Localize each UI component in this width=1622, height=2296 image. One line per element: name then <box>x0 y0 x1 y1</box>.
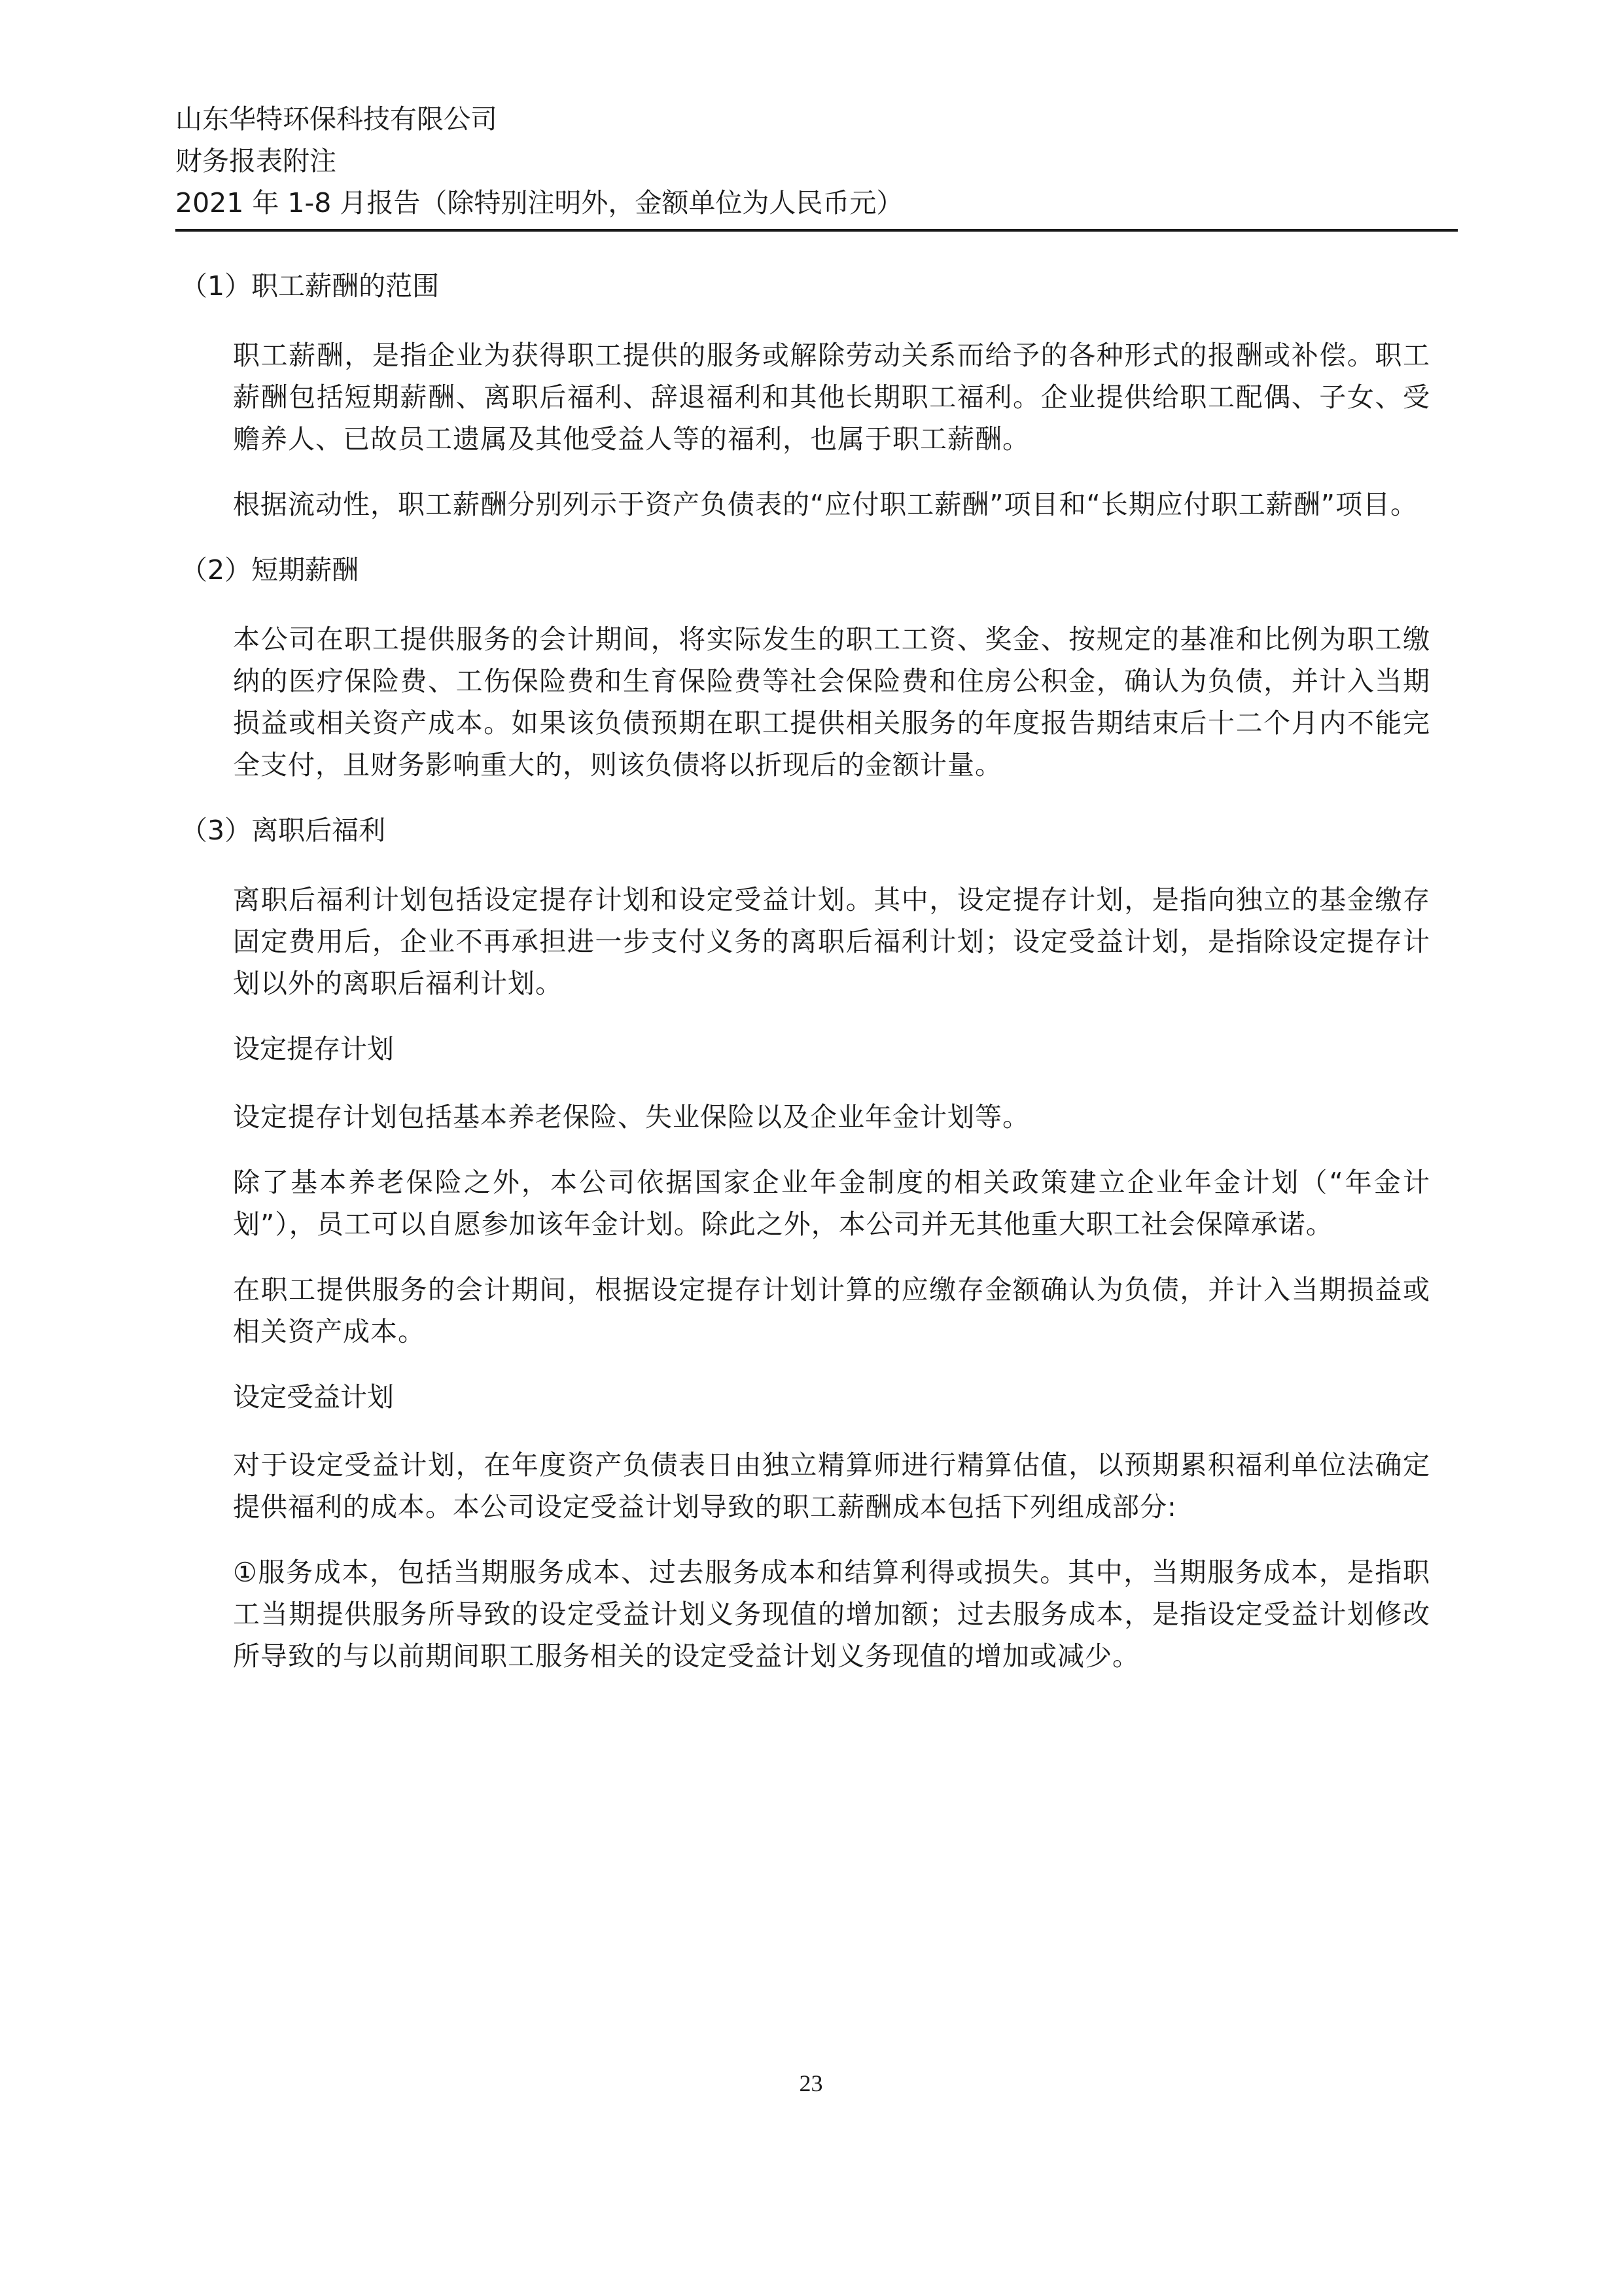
section-heading-post-employment: （3）离职后福利 <box>181 815 386 846</box>
section-heading-scope: （1）职工薪酬的范围 <box>181 270 440 302</box>
subheading-defined-contribution: 设定提存计划 <box>233 1033 394 1065</box>
paragraph: 对于设定受益计划，在年度资产负债表日由独立精算师进行精算估值，以预期累积福利单位法确定提供福利的成本。本公司设定受益计划导致的职工薪酬成本包括下列组成部分: <box>233 1449 1430 1523</box>
paragraph: 在职工提供服务的会计期间，根据设定提存计划计算的应缴存金额确认为负债，并计入当期损益或相关资产成本。 <box>233 1274 1430 1347</box>
paragraph: 除了基本养老保险之外，本公司依据国家企业年金制度的相关政策建立企业年金计划（“年金计划”），员工可以自愿参加该年金计划。除此之外，本公司并无其他重大职工社会保障承诺。 <box>233 1167 1430 1240</box>
page-header <box>175 98 1458 224</box>
period-note: 2021 年 1-8 月报告（除特别注明外，金额单位为人民币元） <box>175 187 904 219</box>
paragraph: ①服务成本，包括当期服务成本、过去服务成本和结算利得或损失。其中，当期服务成本，是指职工当期提供服务所导致的设定受益计划义务现值的增加额；过去服务成本，是指设定受益计划修改所导致的与以前期间职工服务相关的设定受益计划义务现值的增加或减少。 <box>233 1557 1430 1672</box>
paragraph: 根据流动性，职工薪酬分别列示于资产负债表的“应付职工薪酬”项目和“长期应付职工薪酬”项目。 <box>233 489 1418 520</box>
company-name: 山东华特环保科技有限公司 <box>175 103 497 135</box>
paragraph: 设定提存计划包括基本养老保险、失业保险以及企业年金计划等。 <box>233 1101 1030 1133</box>
paragraph: 职工薪酬，是指企业为获得职工提供的服务或解除劳动关系而给予的各种形式的报酬或补偿。职工薪酬包括短期薪酬、离职后福利、辞退福利和其他长期职工福利。企业提供给职工配偶、子女、受赡养人、已故员工遗属及其他受益人等的福利，也属于职工薪酬。 <box>233 340 1430 455</box>
page-number: 23 <box>799 2070 823 2096</box>
document-title: 财务报表附注 <box>175 145 336 177</box>
subheading-defined-benefit: 设定受益计划 <box>233 1381 394 1413</box>
paragraph: 本公司在职工提供服务的会计期间，将实际发生的职工工资、奖金、按规定的基准和比例为职工缴纳的医疗保险费、工伤保险费和生育保险费等社会保险费和住房公积金，确认为负债，并计入当期损益或相关资产成本。如果该负债预期在职工提供相关服务的年度报告期结束后十二个月内不能完全支付，且财务影响重大的，则该负债将以折现后的金额计量。 <box>233 624 1430 781</box>
paragraph: 离职后福利计划包括设定提存计划和设定受益计划。其中，设定提存计划，是指向独立的基金缴存固定费用后，企业不再承担进一步支付义务的离职后福利计划；设定受益计划，是指除设定提存计划以外的离职后福利计划。 <box>233 884 1430 999</box>
section-heading-short-term: （2）短期薪酬 <box>181 554 359 586</box>
page-body <box>175 265 1458 1701</box>
header-divider <box>175 229 1458 232</box>
